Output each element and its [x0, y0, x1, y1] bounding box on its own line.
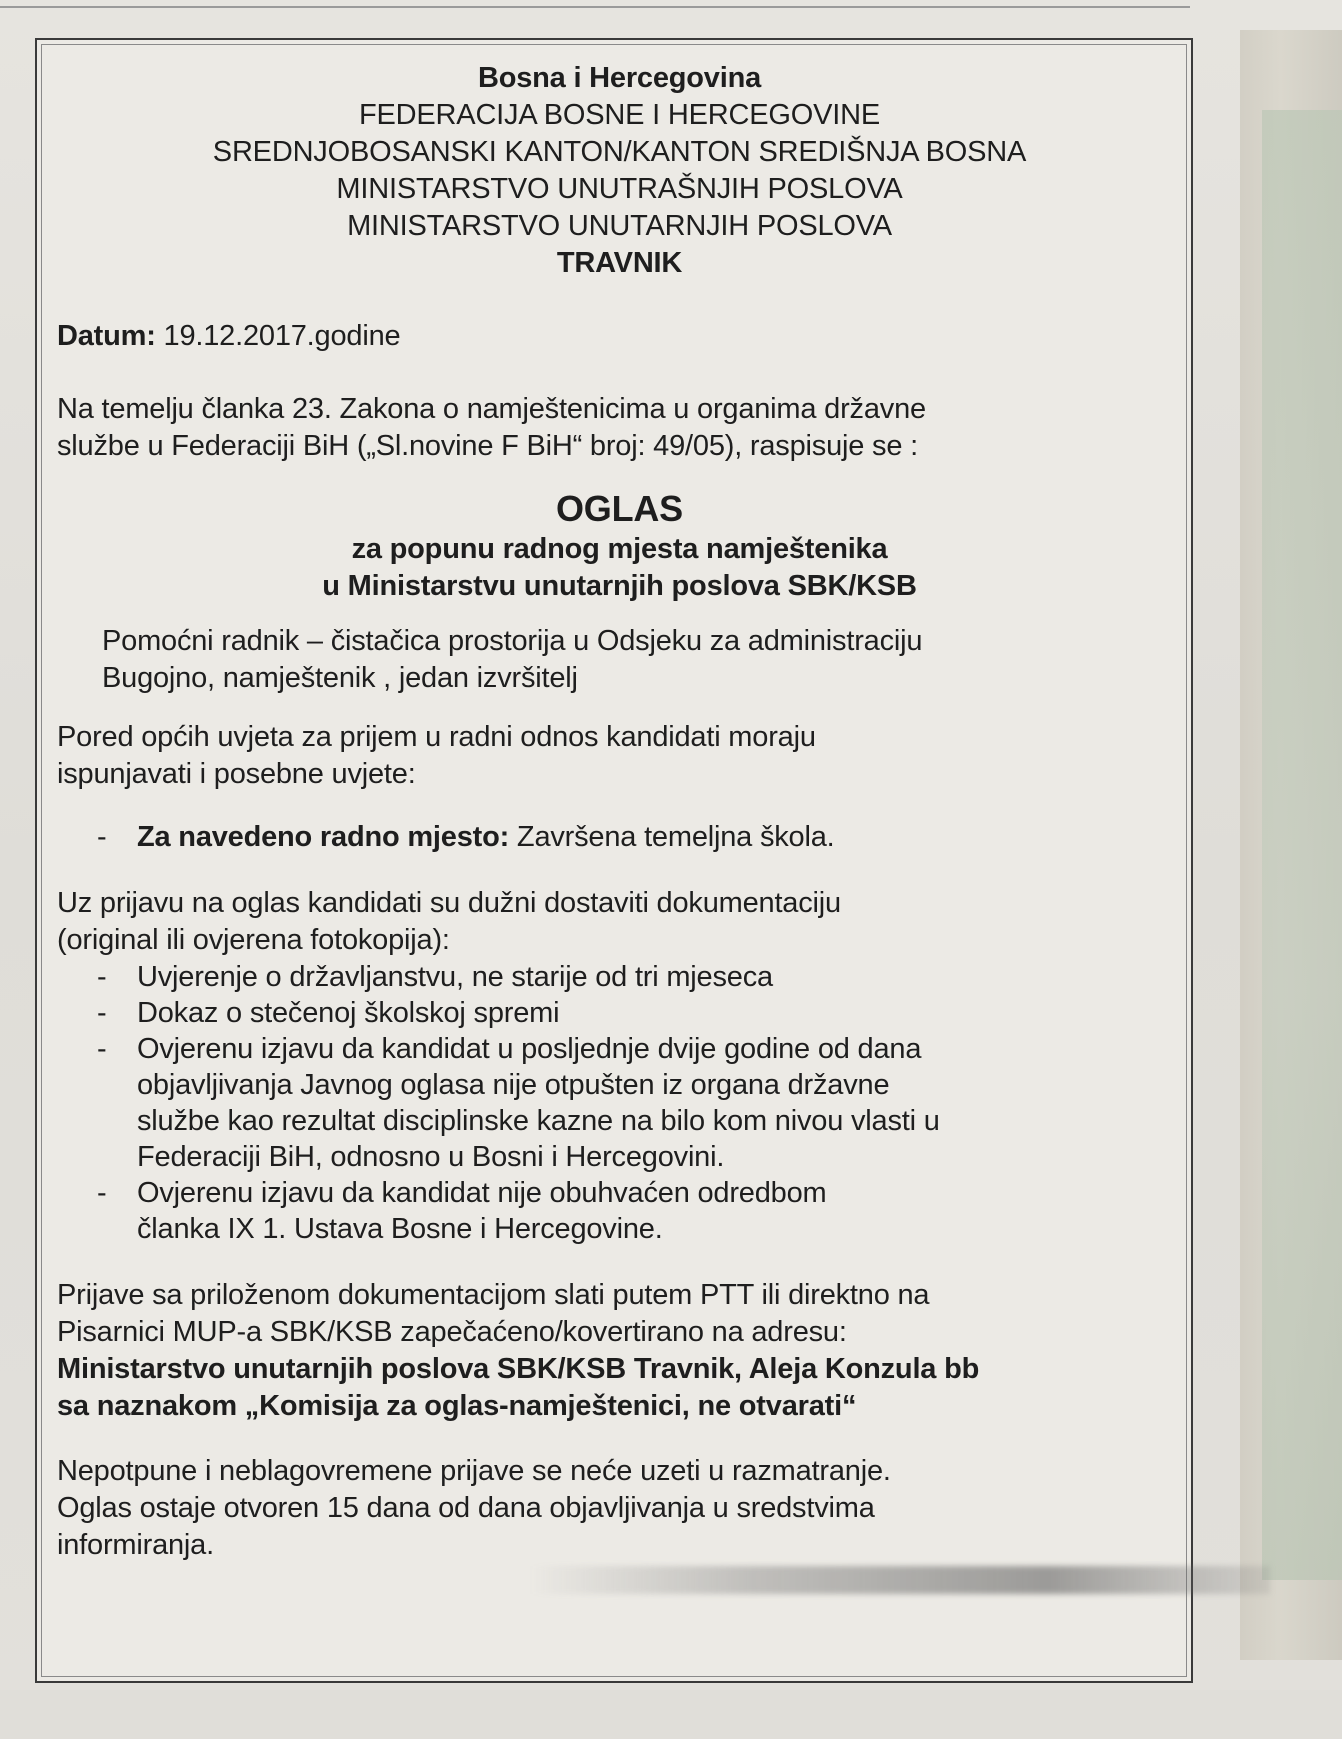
list-item-text: Ovjerenu izjavu da kandidat nije obuhvaćen odredbom — [137, 1177, 827, 1209]
list-item — [57, 819, 1147, 855]
announcement-subtitle: u Ministarstvu unutarnjih poslova SBK/KSB — [322, 570, 917, 602]
list-item — [57, 959, 1147, 995]
announcement-heading — [57, 487, 1182, 605]
bullet-dash: - — [97, 1033, 107, 1065]
special-condition-label: Za navedeno radno mjesto: — [137, 821, 510, 853]
intro-paragraph — [57, 391, 1147, 465]
closing-line: Nepotpune i neblagovremene prijave se neće uzeti u razmatranje. — [57, 1455, 891, 1487]
header-country: Bosna i Hercegovina — [477, 62, 762, 94]
closing-line: Oglas ostaje otvoren 15 dana od dana objavljivanja u sredstvima — [57, 1492, 875, 1524]
conditions-line: ispunjavati i posebne uvjete: — [57, 758, 416, 790]
list-item-text: članka IX 1. Ustava Bosne i Hercegovine. — [137, 1213, 663, 1245]
announcement-title: OGLAS — [555, 488, 683, 529]
list-item-text: Dokaz o stečenoj školskoj spremi — [137, 997, 560, 1029]
bullet-dash: - — [97, 821, 107, 853]
documents-line: (original ili ovjerena fotokopija): — [57, 924, 450, 956]
top-rule — [0, 6, 1190, 8]
list-item-text: Ovjerenu izjavu da kandidat u posljednje dvije godine od dana — [137, 1033, 922, 1065]
documents-line: Uz prijavu na oglas kandidati su dužni dostaviti dokumentaciju — [57, 887, 841, 919]
submission-paragraph — [57, 1277, 1147, 1425]
position-description — [102, 623, 1147, 697]
adjacent-page-shade — [1262, 110, 1342, 1580]
submission-line: Pisarnici MUP-a SBK/KSB zapečaćeno/kovertirano na adresu: — [57, 1316, 847, 1348]
header-ministry-1: MINISTARSTVO UNUTRAŠNJIH POSLOVA — [336, 173, 903, 205]
list-item — [57, 1175, 1147, 1247]
bottom-edge — [0, 1690, 1342, 1739]
announcement-subtitle: za popunu radnog mjesta namještenika — [351, 533, 888, 565]
issuer-header — [57, 60, 1182, 282]
submission-address: Ministarstvo unutarnjih poslova SBK/KSB Travnik, Aleja Konzula bb — [57, 1353, 980, 1385]
conditions-paragraph — [57, 719, 1147, 793]
conditions-line: Pored općih uvjeta za prijem u radni odnos kandidati moraju — [57, 721, 816, 753]
list-item — [57, 1031, 1147, 1175]
closing-line: informiranja. — [57, 1529, 214, 1561]
list-item-text: službe kao rezultat disciplinske kazne na bilo kom nivou vlasti u — [137, 1105, 940, 1137]
print-smudge — [530, 1566, 1270, 1594]
documents-paragraph — [57, 885, 1147, 959]
bullet-dash: - — [97, 997, 107, 1029]
position-line: Bugojno, namještenik , jedan izvršitelj — [102, 662, 578, 694]
special-condition-value: Završena temeljna škola. — [509, 821, 835, 853]
position-line: Pomoćni radnik – čistačica prostorija u Odsjeku za administraciju — [102, 625, 923, 657]
header-ministry-2: MINISTARSTVO UNUTARNJIH POSLOVA — [347, 210, 892, 242]
advertisement-content — [57, 60, 1147, 1564]
closing-paragraph — [57, 1453, 1147, 1564]
list-item-text: Uvjerenje o državljanstvu, ne starije od tri mjeseca — [137, 961, 773, 993]
list-item-text: Federaciji BiH, odnosno u Bosni i Hercegovini. — [137, 1141, 725, 1173]
documents-list — [57, 959, 1147, 1247]
date-label: Datum: — [57, 320, 156, 352]
intro-line: službe u Federaciji BiH („Sl.novine F BiH“ broj: 49/05), raspisuje se : — [57, 430, 918, 462]
list-item-text: objavljivanja Javnog oglasa nije otpušten iz organa državne — [137, 1069, 890, 1101]
header-canton: SREDNJOBOSANSKI KANTON/KANTON SREDIŠNJA BOSNA — [212, 136, 1027, 168]
header-federation: FEDERACIJA BOSNE I HERCEGOVINE — [359, 99, 880, 131]
intro-line: Na temelju članka 23. Zakona o namještenicima u organima državne — [57, 393, 926, 425]
submission-line: Prijave sa priloženom dokumentacijom slati putem PTT ili direktno na — [57, 1279, 930, 1311]
date-line — [57, 318, 1147, 355]
bullet-dash: - — [97, 961, 107, 993]
submission-marking: sa naznakom „Komisija za oglas-namještenici, ne otvarati“ — [57, 1390, 857, 1422]
header-city: TRAVNIK — [556, 247, 683, 279]
date-value: 19.12.2017.godine — [155, 320, 401, 352]
list-item — [57, 995, 1147, 1031]
bullet-dash: - — [97, 1177, 107, 1209]
special-conditions-list — [57, 819, 1147, 855]
